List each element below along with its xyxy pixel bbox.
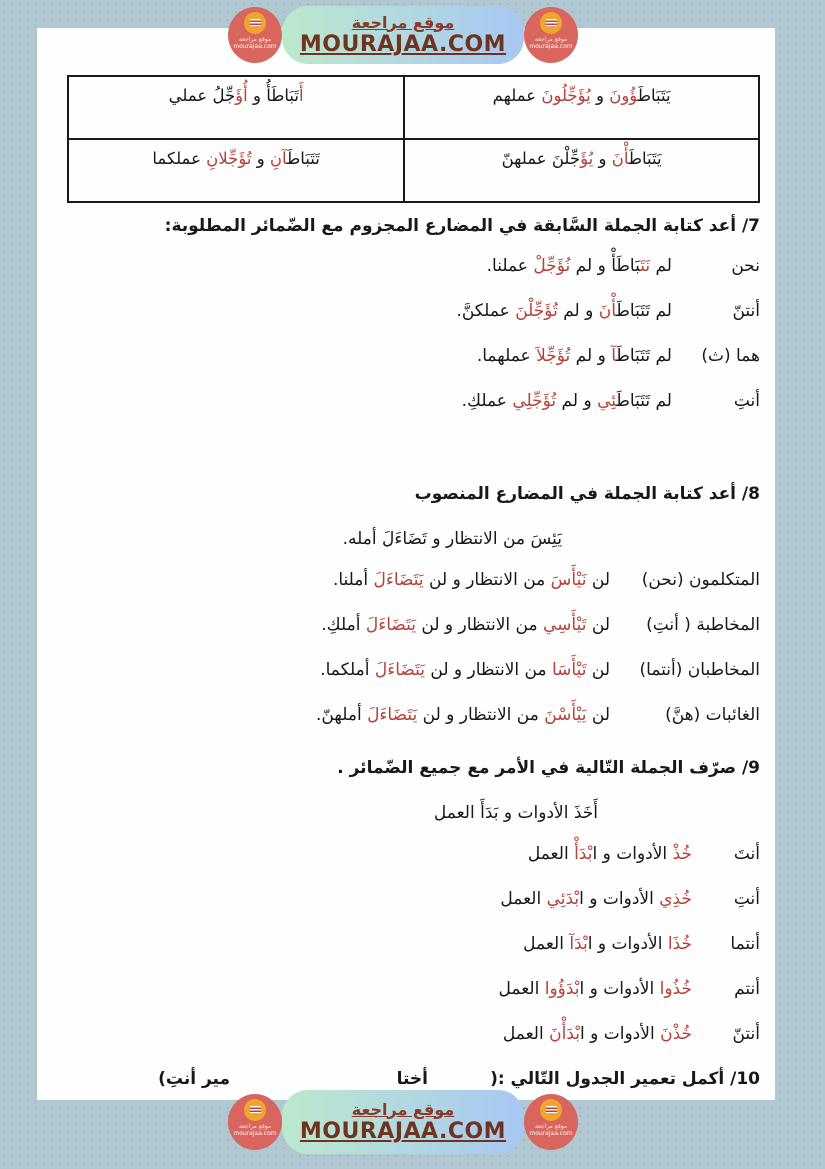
pronoun-label: المخاطبان (أنتما)	[639, 660, 760, 680]
sentence-text: خُذَا الأدوات و ابْدَآ العمل	[523, 934, 692, 954]
site-banner	[282, 1090, 524, 1154]
exercise9-heading: 9/ صرّف الجملة التّالية في الأمر مع جميع الضّمائر .	[337, 758, 760, 778]
pronoun-label: هما (ث)	[701, 346, 760, 366]
site-domain-link[interactable]: MOURAJAA.COM	[299, 1119, 507, 1145]
mourajaa-logo-badge	[228, 7, 282, 63]
exercise7-line	[52, 297, 760, 325]
exercise10-heading-start: 10/ أكمل تعمير الجدول التّالي :(	[490, 1069, 760, 1089]
exercise7-line	[52, 252, 760, 280]
book-logo-icon	[244, 1099, 266, 1121]
sentence-text: لم تَتَبَاطَئِي و لم تُؤَجِّلِي عملكِ.	[461, 391, 672, 411]
exercise9-source-sentence: أَخَذَ الأدوات و بَدَأَ العمل	[433, 803, 598, 823]
pronoun-label: أنتِ	[733, 391, 760, 411]
sentence-text: خُذِي الأدوات و ابْدَئِي العمل	[500, 889, 692, 909]
sentence-text: لن تَيْأَسَا من الانتظار و لن يَتَضَاءَلَ أملكما.	[320, 660, 610, 680]
badge-site-name: موقع مراجعة	[238, 36, 272, 43]
table-row	[68, 139, 759, 202]
badge-domain: mourajaa.com	[529, 43, 573, 51]
sentence-text: لم تَتَبَاطَأْنَ و لم تُؤَجِّلْنَ عملكنَّ.	[456, 301, 672, 321]
pronoun-label: أنتَ	[733, 844, 760, 864]
site-banner	[282, 6, 524, 64]
exercise9-line	[52, 1020, 760, 1048]
book-logo-icon	[540, 12, 562, 34]
table-cell-r1-right: يَتَبَاطَؤُونَ و يُؤَجِّلُونَ عملهم	[404, 76, 759, 139]
worksheet-content	[37, 28, 775, 1095]
sentence-text: لم تَتَبَاطَآ و لم تُؤَجِّلاَ عملهما.	[476, 346, 672, 366]
exercise9-line	[52, 930, 760, 958]
exercise9-line	[52, 840, 760, 868]
exercise8-lines	[52, 566, 760, 729]
pronoun-label: أنتما	[730, 934, 760, 954]
table-row	[68, 76, 759, 139]
exercise7-line	[52, 387, 760, 415]
sentence-text: لن نَيْأَسَ من الانتظار و لن يَتَضَاءَلَ أملنا.	[332, 570, 610, 590]
badge-domain: mourajaa.com	[233, 1130, 277, 1138]
table-cell-r1-left: أَتَبَاطَأُ و أُؤَجِّلُ عملي	[68, 76, 404, 139]
exercise10-heading-fragment: أختا	[396, 1069, 428, 1089]
site-domain-link[interactable]: MOURAJAA.COM	[299, 32, 507, 58]
pronoun-label: المتكلمون (نحن)	[641, 570, 760, 590]
sentence-text: لن تَيْأَسِي من الانتظار و لن يَتَضَاءَلَ أملكِ.	[321, 615, 610, 635]
site-name-link[interactable]: موقع مراجعة	[351, 1099, 455, 1119]
exercise8-line	[52, 566, 760, 594]
exercise8-line	[52, 701, 760, 729]
mourajaa-logo-badge	[524, 7, 578, 63]
exercise8-line	[52, 656, 760, 684]
exercise8-line	[52, 611, 760, 639]
pronoun-label: أنتِ	[733, 889, 760, 909]
exercise9-lines	[52, 840, 760, 1048]
book-logo-icon	[540, 1099, 562, 1121]
badge-domain: mourajaa.com	[529, 1130, 573, 1138]
conjugation-table	[67, 75, 760, 203]
mourajaa-logo-badge	[524, 1094, 578, 1150]
exercise7-heading: 7/ أعد كتابة الجملة السَّابقة في المضارع المجزوم مع الضّمائر المطلوبة:	[164, 216, 760, 236]
pronoun-label: أنتم	[734, 979, 760, 999]
exercise9-line	[52, 975, 760, 1003]
badge-site-name: موقع مراجعة	[534, 1123, 568, 1130]
pronoun-label: أنتنّ	[732, 1024, 760, 1044]
worksheet-page	[37, 28, 775, 1100]
sentence-text: خُذُوا الأدوات و ابْدَؤُوا العمل	[498, 979, 692, 999]
exercise7-lines	[52, 252, 760, 415]
exercise10-heading-end: مير أنتِ)	[158, 1069, 230, 1089]
table-cell-r2-right: يَتَبَاطَأْنَ و يُؤَجِّلْنَ عملهنّ	[404, 139, 759, 202]
pronoun-label: المخاطبة ( أنتِ)	[646, 615, 760, 635]
mourajaa-logo-badge	[228, 1094, 282, 1150]
sentence-text: خُذْ الأدوات و ابْدَأْ العمل	[527, 844, 692, 864]
badge-site-name: موقع مراجعة	[238, 1123, 272, 1130]
sentence-text: خُذْنَ الأدوات و ابْدَأْنَ العمل	[502, 1024, 692, 1044]
exercise8-source-sentence: يَئِسَ من الانتظار و تَضَاءَلَ أمله.	[342, 529, 562, 549]
pronoun-label: الغائبات (هنَّ)	[665, 705, 760, 725]
badge-domain: mourajaa.com	[233, 43, 277, 51]
table-cell-r2-left: تَتَبَاطَآنِ و تُؤَجِّلانِ عملكما	[68, 139, 404, 202]
sentence-text: لن يَيْأَسْنَ من الانتظار و لن يَتَضَاءَلَ أملهنّ.	[316, 705, 610, 725]
exercise7-line	[52, 342, 760, 370]
sentence-text: لم نَتَبَاطَأْ و لم نُؤَجِّلْ عملنا.	[486, 256, 672, 276]
exercise8-heading: 8/ أعد كتابة الجملة في المضارع المنصوب	[414, 484, 760, 504]
pronoun-label: أنتنّ	[732, 301, 760, 321]
site-footer	[228, 1090, 578, 1154]
pronoun-label: نحن	[731, 256, 760, 276]
badge-site-name: موقع مراجعة	[534, 36, 568, 43]
exercise9-line	[52, 885, 760, 913]
site-name-link[interactable]: موقع مراجعة	[351, 12, 455, 32]
book-logo-icon	[244, 12, 266, 34]
site-header	[228, 6, 578, 64]
